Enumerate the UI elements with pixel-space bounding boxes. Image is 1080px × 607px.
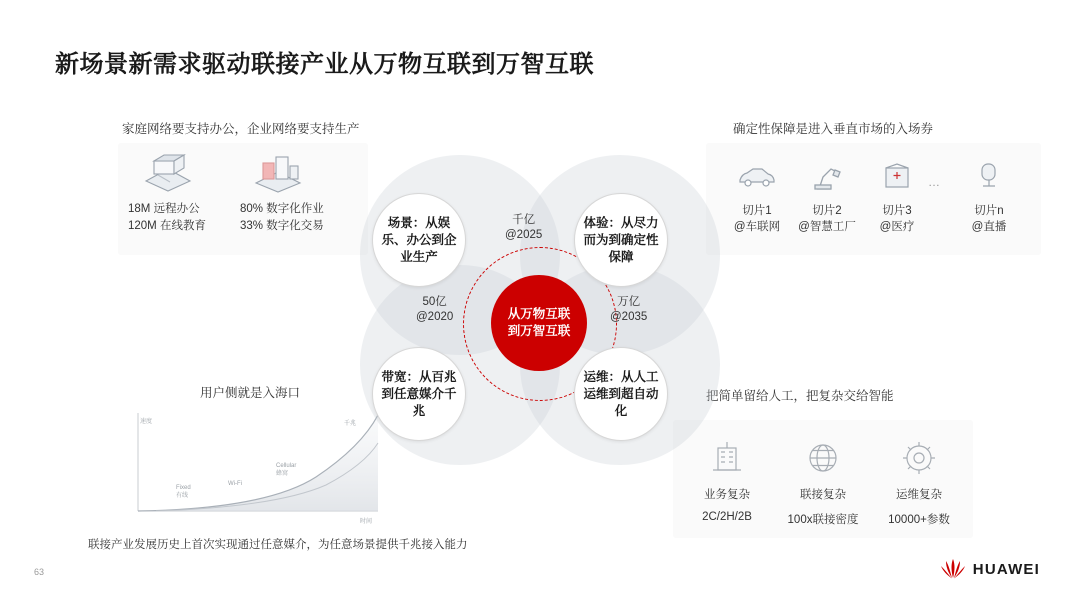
stat-2020-value: 50亿 xyxy=(422,296,447,308)
complexity-value-connection: 100x联接密度 xyxy=(787,514,859,526)
automation-heading: 把简单留给人工，把复杂交给智能 xyxy=(706,389,894,403)
home-cards-panel xyxy=(118,143,368,255)
svg-text:Cellular: Cellular xyxy=(276,463,297,469)
svg-text:时间: 时间 xyxy=(360,519,373,525)
core-line1: 从万物互联 xyxy=(507,307,571,321)
stat-2025-year: @2025 xyxy=(505,229,543,241)
svg-text:Wi-Fi: Wi-Fi xyxy=(228,481,242,487)
slices-panel xyxy=(706,143,1041,255)
brand-logo xyxy=(940,558,1040,580)
user-growth-chart xyxy=(116,407,386,527)
huawei-flower-icon xyxy=(940,558,966,580)
slices-heading: 确定性保障是进入垂直市场的入场券 xyxy=(733,122,934,136)
gear-settings-icon xyxy=(871,434,967,482)
user-chart-note: 联接产业发展历史上首次实现通过任意媒介，为任意场景提供千兆接入能力 xyxy=(88,539,468,551)
slice-label-1a: 切片1 xyxy=(742,205,772,217)
svg-text:有线: 有线 xyxy=(176,493,189,499)
camera-icon xyxy=(954,155,1024,197)
stat-2035 xyxy=(610,295,647,325)
bubble-scenario: 场景：从娱乐、办公到企业生产 xyxy=(372,193,466,287)
home-office-icon xyxy=(140,151,196,193)
home-left-stats xyxy=(128,201,206,235)
svg-text:蜂窝: 蜂窝 xyxy=(276,471,289,477)
page-number: 63 xyxy=(34,567,45,577)
stat-2035-value: 万亿 xyxy=(617,296,641,308)
svg-text:千兆: 千兆 xyxy=(344,421,357,427)
slice-label-1b: @车联网 xyxy=(733,221,781,233)
home-left-line1: 18M 远程办公 xyxy=(128,203,200,215)
slice-label-2b: @智慧工厂 xyxy=(798,221,856,233)
home-heading: 家庭网络要支持办公，企业网络要支持生产 xyxy=(122,122,360,136)
slices-ellipsis: … xyxy=(928,175,940,189)
slice-label-3a: 切片3 xyxy=(882,205,912,217)
slice-item-car xyxy=(722,155,792,235)
venn-diagram xyxy=(360,155,720,465)
stat-2025-value: 千亿 xyxy=(512,214,536,226)
stat-2020-year: @2020 xyxy=(416,311,454,323)
svg-text:Fixed: Fixed xyxy=(176,485,191,491)
slice-label-3b: @医疗 xyxy=(879,221,915,233)
core-circle xyxy=(491,275,587,371)
car-icon xyxy=(722,155,792,197)
complexity-label-business: 业务复杂 xyxy=(704,489,750,501)
factory-building-icon xyxy=(250,151,306,193)
home-right-line2: 33% 数字化交易 xyxy=(240,220,324,232)
slice-label-2a: 切片2 xyxy=(812,205,842,217)
slice-item-factory xyxy=(792,155,862,235)
slice-item-live xyxy=(954,155,1024,235)
bubble-bandwidth: 带宽：从百兆到任意媒介千兆 xyxy=(372,347,466,441)
complexity-item-connection xyxy=(775,434,871,527)
robot-arm-icon xyxy=(792,155,862,197)
complexity-value-operations: 10000+参数 xyxy=(888,514,950,526)
stat-2035-year: @2035 xyxy=(610,311,648,323)
hospital-icon xyxy=(862,155,932,197)
stat-2025 xyxy=(505,213,542,243)
bubble-experience: 体验：从尽力而为到确定性保障 xyxy=(574,193,668,287)
svg-text:速度: 速度 xyxy=(140,419,153,425)
complexity-item-operations xyxy=(871,434,967,527)
globe-network-icon xyxy=(775,434,871,482)
user-chart-heading: 用户侧就是入海口 xyxy=(200,386,301,400)
bubble-operations: 运维：从人工运维到超自动化 xyxy=(574,347,668,441)
core-line2: 到万智互联 xyxy=(507,324,571,338)
home-right-stats xyxy=(240,201,324,235)
slice-item-medical xyxy=(862,155,932,235)
stat-2020 xyxy=(416,295,453,325)
page-title: 新场景新需求驱动联接产业从万物互联到万智互联 xyxy=(55,51,594,78)
huawei-wordmark: HUAWEI xyxy=(972,560,1040,578)
home-right-line1: 80% 数字化作业 xyxy=(240,203,324,215)
slice-label-4b: @直播 xyxy=(971,221,1007,233)
complexity-value-business: 2C/2H/2B xyxy=(702,511,752,523)
complexity-label-connection: 联接复杂 xyxy=(800,489,846,501)
slice-label-4a: 切片n xyxy=(974,205,1004,217)
home-left-line2: 120M 在线教育 xyxy=(128,220,206,232)
complexity-label-operations: 运维复杂 xyxy=(896,489,942,501)
